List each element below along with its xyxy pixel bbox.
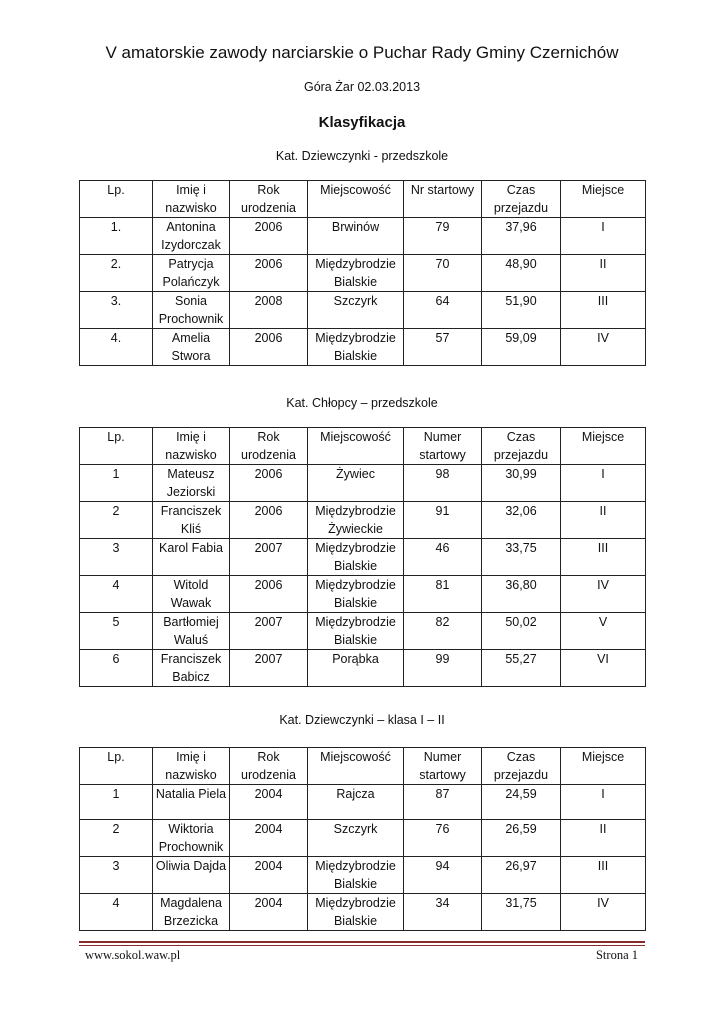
- column-header: Imię i nazwisko: [153, 428, 230, 465]
- table-cell: 34: [404, 894, 482, 931]
- table-cell: IV: [561, 576, 646, 613]
- table-cell: Magdalena Brzezicka: [153, 894, 230, 931]
- table-row: [80, 785, 646, 820]
- table-cell: IV: [561, 894, 646, 931]
- table-cell: 33,75: [482, 539, 561, 576]
- table-cell: 82: [404, 613, 482, 650]
- column-header: Miejsce: [561, 748, 646, 785]
- table-cell: 57: [404, 329, 482, 366]
- event-location-date: Góra Żar 02.03.2013: [303, 80, 421, 94]
- column-header: Lp.: [80, 428, 153, 465]
- column-header: Czas przejazdu: [482, 181, 561, 218]
- table-cell: Międzybrodzie Bialskie: [308, 576, 404, 613]
- table-cell: 51,90: [482, 292, 561, 329]
- table-cell: 26,59: [482, 820, 561, 857]
- table-cell: I: [561, 785, 646, 820]
- table-cell: I: [561, 465, 646, 502]
- table-cell: Antonina Izydorczak: [153, 218, 230, 255]
- table-cell: 2006: [230, 218, 308, 255]
- table-cell: Natalia Piela: [153, 785, 230, 820]
- footer-page-number: Strona 1: [595, 948, 638, 962]
- table-cell: Międzybrodzie Żywieckie: [308, 502, 404, 539]
- table-cell: 3: [80, 857, 153, 894]
- table-row: [80, 857, 646, 894]
- results-table: [79, 427, 646, 687]
- table-cell: Szczyrk: [308, 292, 404, 329]
- column-header: Czas przejazdu: [482, 748, 561, 785]
- table-cell: Oliwia Dajda: [153, 857, 230, 894]
- table-cell: 81: [404, 576, 482, 613]
- table-cell: 31,75: [482, 894, 561, 931]
- table-cell: 1.: [80, 218, 153, 255]
- table-cell: VI: [561, 650, 646, 687]
- table-cell: 3: [80, 539, 153, 576]
- table-cell: 6: [80, 650, 153, 687]
- table-cell: 70: [404, 255, 482, 292]
- table-cell: Witold Wawak: [153, 576, 230, 613]
- column-header: Miejsce: [561, 428, 646, 465]
- table-cell: Wiktoria Prochownik: [153, 820, 230, 857]
- results-table: [79, 180, 646, 366]
- document-title: V amatorskie zawody narciarskie o Puchar Rady Gminy Czernichów: [105, 43, 619, 62]
- table-cell: 46: [404, 539, 482, 576]
- column-header: Miejsce: [561, 181, 646, 218]
- table-cell: III: [561, 539, 646, 576]
- table-row: [80, 576, 646, 613]
- table-cell: 2004: [230, 894, 308, 931]
- table-cell: Rajcza: [308, 785, 404, 820]
- table-cell: Szczyrk: [308, 820, 404, 857]
- column-header: Lp.: [80, 181, 153, 218]
- column-header: Nr startowy: [404, 181, 482, 218]
- footer-divider: [79, 941, 645, 946]
- table-cell: II: [561, 255, 646, 292]
- table-cell: 30,99: [482, 465, 561, 502]
- table-cell: Franciszek Kliś: [153, 502, 230, 539]
- table-cell: 2006: [230, 255, 308, 292]
- table-cell: 2007: [230, 539, 308, 576]
- column-header: Rok urodzenia: [230, 748, 308, 785]
- table-cell: Brwinów: [308, 218, 404, 255]
- table-cell: 5: [80, 613, 153, 650]
- table-row: [80, 329, 646, 366]
- table-cell: 2006: [230, 576, 308, 613]
- table-cell: V: [561, 613, 646, 650]
- category-title: Kat. Chłopcy – przedszkole: [286, 396, 438, 410]
- table-cell: 2: [80, 820, 153, 857]
- table-cell: III: [561, 857, 646, 894]
- table-cell: 4: [80, 894, 153, 931]
- table-cell: 76: [404, 820, 482, 857]
- table-cell: Karol Fabia: [153, 539, 230, 576]
- table-row: [80, 218, 646, 255]
- table-cell: Międzybrodzie Bialskie: [308, 255, 404, 292]
- table-cell: 50,02: [482, 613, 561, 650]
- table-cell: 1: [80, 465, 153, 502]
- table-cell: 2008: [230, 292, 308, 329]
- table-header-row: [80, 181, 646, 218]
- table-cell: 4: [80, 576, 153, 613]
- table-cell: II: [561, 820, 646, 857]
- table-cell: 26,97: [482, 857, 561, 894]
- table-cell: 99: [404, 650, 482, 687]
- results-table: [79, 747, 646, 931]
- column-header: Miejscowość: [308, 428, 404, 465]
- table-cell: 48,90: [482, 255, 561, 292]
- table-cell: 2004: [230, 820, 308, 857]
- table-header-row: [80, 428, 646, 465]
- table-cell: Sonia Prochownik: [153, 292, 230, 329]
- table-row: [80, 894, 646, 931]
- table-cell: 2007: [230, 613, 308, 650]
- table-row: [80, 820, 646, 857]
- table-cell: III: [561, 292, 646, 329]
- table-cell: 64: [404, 292, 482, 329]
- table-row: [80, 650, 646, 687]
- table-cell: 2006: [230, 465, 308, 502]
- table-cell: Porąbka: [308, 650, 404, 687]
- table-cell: 79: [404, 218, 482, 255]
- table-cell: 59,09: [482, 329, 561, 366]
- table-cell: Patrycja Polańczyk: [153, 255, 230, 292]
- column-header: Lp.: [80, 748, 153, 785]
- table-cell: 1: [80, 785, 153, 820]
- table-row: [80, 613, 646, 650]
- table-cell: II: [561, 502, 646, 539]
- column-header: Numer startowy: [404, 428, 482, 465]
- table-cell: 2004: [230, 785, 308, 820]
- table-cell: 37,96: [482, 218, 561, 255]
- column-header: Numer startowy: [404, 748, 482, 785]
- column-header: Rok urodzenia: [230, 181, 308, 218]
- table-cell: 91: [404, 502, 482, 539]
- classification-heading: Klasyfikacja: [318, 114, 406, 131]
- table-cell: Międzybrodzie Bialskie: [308, 329, 404, 366]
- table-row: [80, 465, 646, 502]
- table-cell: Międzybrodzie Bialskie: [308, 539, 404, 576]
- table-cell: IV: [561, 329, 646, 366]
- column-header: Miejscowość: [308, 748, 404, 785]
- table-cell: 2: [80, 502, 153, 539]
- table-cell: Międzybrodzie Bialskie: [308, 613, 404, 650]
- column-header: Miejscowość: [308, 181, 404, 218]
- table-cell: 87: [404, 785, 482, 820]
- table-cell: 2007: [230, 650, 308, 687]
- table-row: [80, 539, 646, 576]
- table-cell: Bartłomiej Waluś: [153, 613, 230, 650]
- table-cell: Franciszek Babicz: [153, 650, 230, 687]
- table-cell: 2006: [230, 329, 308, 366]
- table-cell: Międzybrodzie Bialskie: [308, 894, 404, 931]
- table-cell: 2006: [230, 502, 308, 539]
- table-cell: 4.: [80, 329, 153, 366]
- category-title: Kat. Dziewczynki – klasa I – II: [279, 713, 445, 727]
- table-header-row: [80, 748, 646, 785]
- table-cell: 24,59: [482, 785, 561, 820]
- table-cell: 2004: [230, 857, 308, 894]
- column-header: Rok urodzenia: [230, 428, 308, 465]
- table-cell: 2.: [80, 255, 153, 292]
- table-cell: 98: [404, 465, 482, 502]
- column-header: Czas przejazdu: [482, 428, 561, 465]
- table-row: [80, 292, 646, 329]
- table-cell: I: [561, 218, 646, 255]
- table-cell: 55,27: [482, 650, 561, 687]
- footer-website: www.sokol.waw.pl: [85, 948, 181, 962]
- table-cell: 94: [404, 857, 482, 894]
- table-row: [80, 502, 646, 539]
- table-cell: Amelia Stwora: [153, 329, 230, 366]
- table-cell: Mateusz Jeziorski: [153, 465, 230, 502]
- table-cell: Międzybrodzie Bialskie: [308, 857, 404, 894]
- table-cell: 3.: [80, 292, 153, 329]
- table-cell: 32,06: [482, 502, 561, 539]
- table-row: [80, 255, 646, 292]
- table-cell: 36,80: [482, 576, 561, 613]
- table-cell: Żywiec: [308, 465, 404, 502]
- column-header: Imię i nazwisko: [153, 748, 230, 785]
- column-header: Imię i nazwisko: [153, 181, 230, 218]
- category-title: Kat. Dziewczynki - przedszkole: [275, 149, 449, 163]
